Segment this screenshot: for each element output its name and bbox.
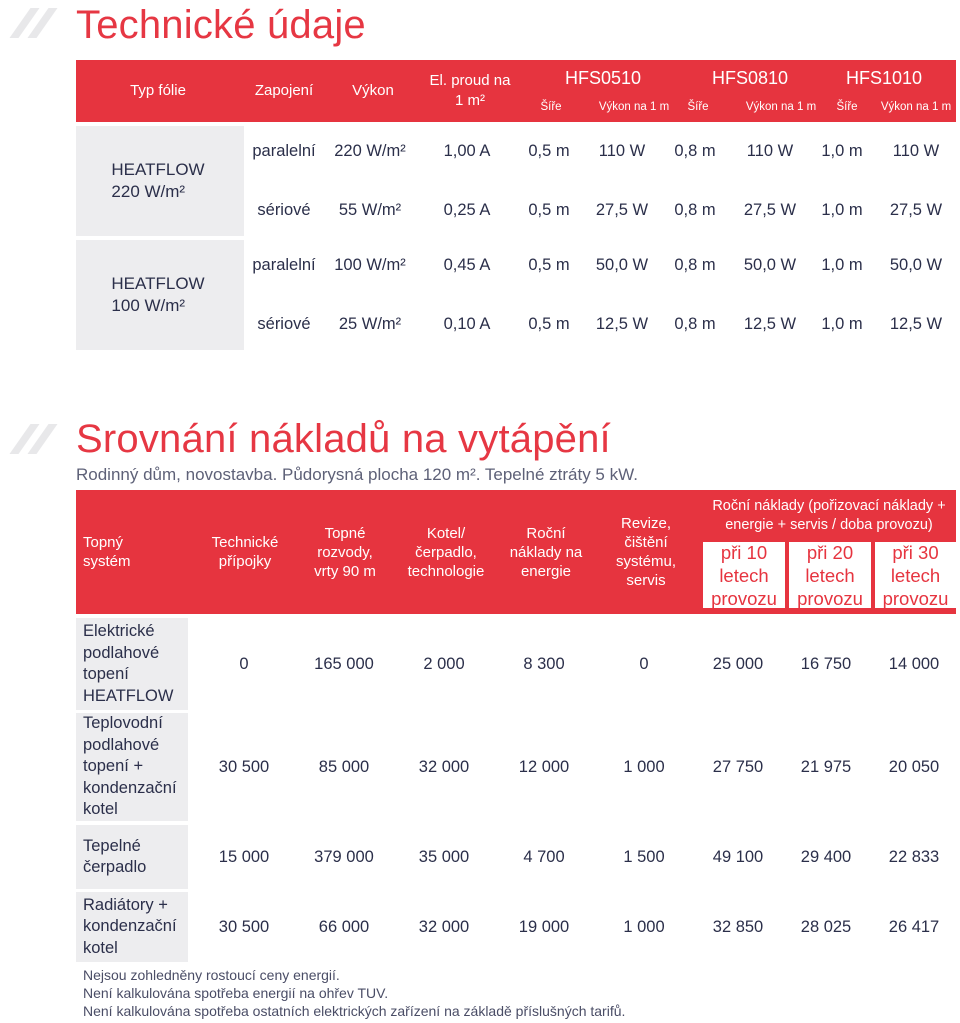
- cell-vykon-2: 12,5 W: [743, 315, 797, 333]
- table-row: [76, 892, 956, 962]
- header-vykon: Výkon: [352, 82, 394, 99]
- value-energie: 8 300: [523, 654, 565, 673]
- row-values: [188, 892, 956, 962]
- group-name-line2: 100 W/m²: [111, 296, 186, 315]
- section-title-technical: Technické údaje: [76, 3, 366, 47]
- cell-vykon-3: 50,0 W: [889, 256, 943, 274]
- value-kotel: 2 000: [423, 654, 465, 673]
- value-20-let: 28 025: [800, 917, 852, 936]
- value-kotel: 32 000: [418, 917, 470, 936]
- cell-sirka-1: 0,5 m: [528, 201, 570, 219]
- system-name: Tepelné čerpadlo: [83, 836, 147, 876]
- group-name-line1: HEATFLOW: [111, 160, 205, 179]
- value-energie: 12 000: [518, 757, 570, 776]
- cell-proud: 0,25 A: [443, 201, 491, 219]
- value-pripojky: 30 500: [218, 917, 270, 936]
- cell-sirka-2: 0,8 m: [674, 201, 716, 219]
- cell-vykon-1: 27,5 W: [595, 201, 649, 219]
- table-row: [244, 126, 956, 181]
- value-pripojky: 30 500: [218, 757, 270, 776]
- heatflow-100-label: [76, 240, 240, 350]
- value-30-let: 22 833: [888, 847, 940, 866]
- value-10-let: 32 850: [712, 917, 764, 936]
- value-revize: 1 000: [623, 917, 665, 936]
- cell-sirka-2: 0,8 m: [674, 256, 716, 274]
- heatflow-220-label: [76, 126, 240, 236]
- cell-zapojeni: paralelní: [252, 142, 316, 160]
- cell-vykon-2: 50,0 W: [743, 256, 797, 274]
- cell-sirka-1: 0,5 m: [528, 256, 570, 274]
- table-row: [244, 181, 956, 236]
- header-year-20: při 20 letech provozu: [789, 542, 871, 608]
- cell-vykon-3: 12,5 W: [889, 315, 943, 333]
- cell-proud: 0,10 A: [443, 315, 491, 333]
- cell-sirka-3: 1,0 m: [821, 142, 863, 160]
- table-row: [244, 295, 956, 350]
- value-20-let: 29 400: [800, 847, 852, 866]
- heatflow-220-group: [76, 126, 956, 236]
- cost-table-header: [76, 490, 956, 614]
- cell-vykon-2: 27,5 W: [743, 201, 797, 219]
- cell-zapojeni: paralelní: [252, 256, 316, 274]
- cell-sirka-3: 1,0 m: [821, 315, 863, 333]
- header-topny-system: Topný systém: [83, 534, 131, 570]
- cell-vykon: 100 W/m²: [334, 256, 406, 274]
- cell-zapojeni: sériové: [257, 315, 311, 333]
- value-energie: 19 000: [518, 917, 570, 936]
- value-revize: 1 500: [623, 847, 665, 866]
- value-pripojky: 15 000: [218, 847, 270, 866]
- header-model-2-sirka: Šíře: [687, 101, 709, 113]
- header-model-3: HFS1010: [845, 67, 923, 88]
- title-decoration-icon: [12, 8, 62, 38]
- header-model-1-vykon: Výkon na 1 m: [598, 101, 670, 113]
- value-rozvody: 66 000: [318, 917, 370, 936]
- heatflow-100-rows: [244, 240, 956, 350]
- cell-sirka-1: 0,5 m: [528, 142, 570, 160]
- header-model-2: HFS0810: [711, 67, 789, 88]
- header-model-1: HFS0510: [564, 67, 642, 88]
- system-name: Radiátory + kondenzační kotel: [83, 895, 177, 957]
- header-model-3-sirka: Šíře: [836, 101, 858, 113]
- cell-vykon: 220 W/m²: [334, 142, 406, 160]
- header-annual-costs: Roční náklady (pořizovací náklady + energie + servis / doba provozu): [712, 498, 946, 533]
- cell-vykon: 55 W/m²: [338, 201, 402, 219]
- section-subtitle: Rodinný dům, novostavba. Půdorysná plocha 120 m². Tepelné ztráty 5 kW.: [76, 465, 638, 484]
- row-values: [188, 618, 956, 710]
- table-row: [76, 618, 956, 710]
- cell-vykon-2: 110 W: [746, 142, 794, 160]
- header-year-10: při 10 letech provozu: [703, 542, 785, 608]
- footnote: Nejsou zohledněny rostoucí ceny energií.: [83, 967, 340, 983]
- header-year-30: při 30 letech provozu: [875, 542, 956, 608]
- value-pripojky: 0: [239, 654, 249, 673]
- cell-proud: 0,45 A: [443, 256, 491, 274]
- header-model-1-sirka: Šíře: [540, 101, 562, 113]
- table-row: [244, 240, 956, 295]
- value-20-let: 16 750: [800, 654, 852, 673]
- value-energie: 4 700: [523, 847, 565, 866]
- cell-zapojeni: sériové: [257, 201, 311, 219]
- row-values: [188, 713, 956, 821]
- group-name-line2: 220 W/m²: [111, 182, 186, 201]
- technical-table-header: [76, 60, 956, 122]
- group-name-line1: HEATFLOW: [111, 274, 205, 293]
- table-row: [76, 825, 956, 889]
- value-kotel: 35 000: [418, 847, 470, 866]
- heatflow-100-group: [76, 240, 956, 350]
- value-rozvody: 85 000: [318, 757, 370, 776]
- header-kotel: Kotel/ čerpadlo, technologie: [407, 524, 485, 580]
- cell-sirka-2: 0,8 m: [674, 142, 716, 160]
- cell-sirka-1: 0,5 m: [528, 315, 570, 333]
- title-decoration-icon: [12, 424, 62, 454]
- value-revize: 1 000: [623, 757, 665, 776]
- header-pripojky: Technické přípojky: [211, 534, 279, 570]
- header-naklady-energie: Roční náklady na energie: [509, 524, 583, 580]
- value-30-let: 26 417: [888, 917, 940, 936]
- footnote: Není kalkulována spotřeba energií na ohřev TUV.: [83, 985, 389, 1001]
- header-zapojeni: Zapojení: [254, 82, 314, 99]
- system-name: Elektrické podlahové topení HEATFLOW: [83, 622, 174, 705]
- cell-vykon: 25 W/m²: [338, 315, 402, 333]
- value-30-let: 20 050: [888, 757, 940, 776]
- row-values: [188, 825, 956, 889]
- heatflow-220-rows: [244, 126, 956, 236]
- value-20-let: 21 975: [800, 757, 852, 776]
- cell-vykon-1: 12,5 W: [595, 315, 649, 333]
- header-model-2-vykon: Výkon na 1 m: [745, 101, 817, 113]
- section-title-costs: Srovnání nákladů na vytápění: [76, 417, 611, 461]
- system-name: Teplovodní podlahové topení + kondenzační kotel: [83, 714, 177, 819]
- value-rozvody: 165 000: [314, 654, 374, 673]
- cell-sirka-3: 1,0 m: [821, 256, 863, 274]
- cell-proud: 1,00 A: [443, 142, 491, 160]
- value-10-let: 27 750: [712, 757, 764, 776]
- header-revize: Revize, čištění systému, servis: [615, 515, 676, 589]
- cell-vykon-3: 110 W: [892, 142, 940, 160]
- header-rozvody: Topné rozvody, vrty 90 m: [314, 524, 376, 580]
- value-rozvody: 379 000: [314, 847, 374, 866]
- header-model-3-vykon: Výkon na 1 m: [880, 101, 952, 113]
- value-kotel: 32 000: [418, 757, 470, 776]
- footnotes: [83, 966, 625, 1020]
- technical-table: [76, 60, 956, 350]
- table-row: [76, 713, 956, 821]
- footnote: Není kalkulována spotřeba ostatních elektrických zařízení na základě příslušných tarifů.: [83, 1003, 626, 1019]
- value-revize: 0: [639, 654, 649, 673]
- value-10-let: 25 000: [712, 654, 764, 673]
- cell-vykon-3: 27,5 W: [889, 201, 943, 219]
- value-10-let: 49 100: [712, 847, 764, 866]
- cell-sirka-3: 1,0 m: [821, 201, 863, 219]
- cell-sirka-2: 0,8 m: [674, 315, 716, 333]
- header-typ-folie: Typ fólie: [130, 82, 186, 99]
- cell-vykon-1: 110 W: [598, 142, 646, 160]
- cell-vykon-1: 50,0 W: [595, 256, 649, 274]
- value-30-let: 14 000: [888, 654, 940, 673]
- header-el-proud: El. proud na 1 m²: [429, 72, 511, 109]
